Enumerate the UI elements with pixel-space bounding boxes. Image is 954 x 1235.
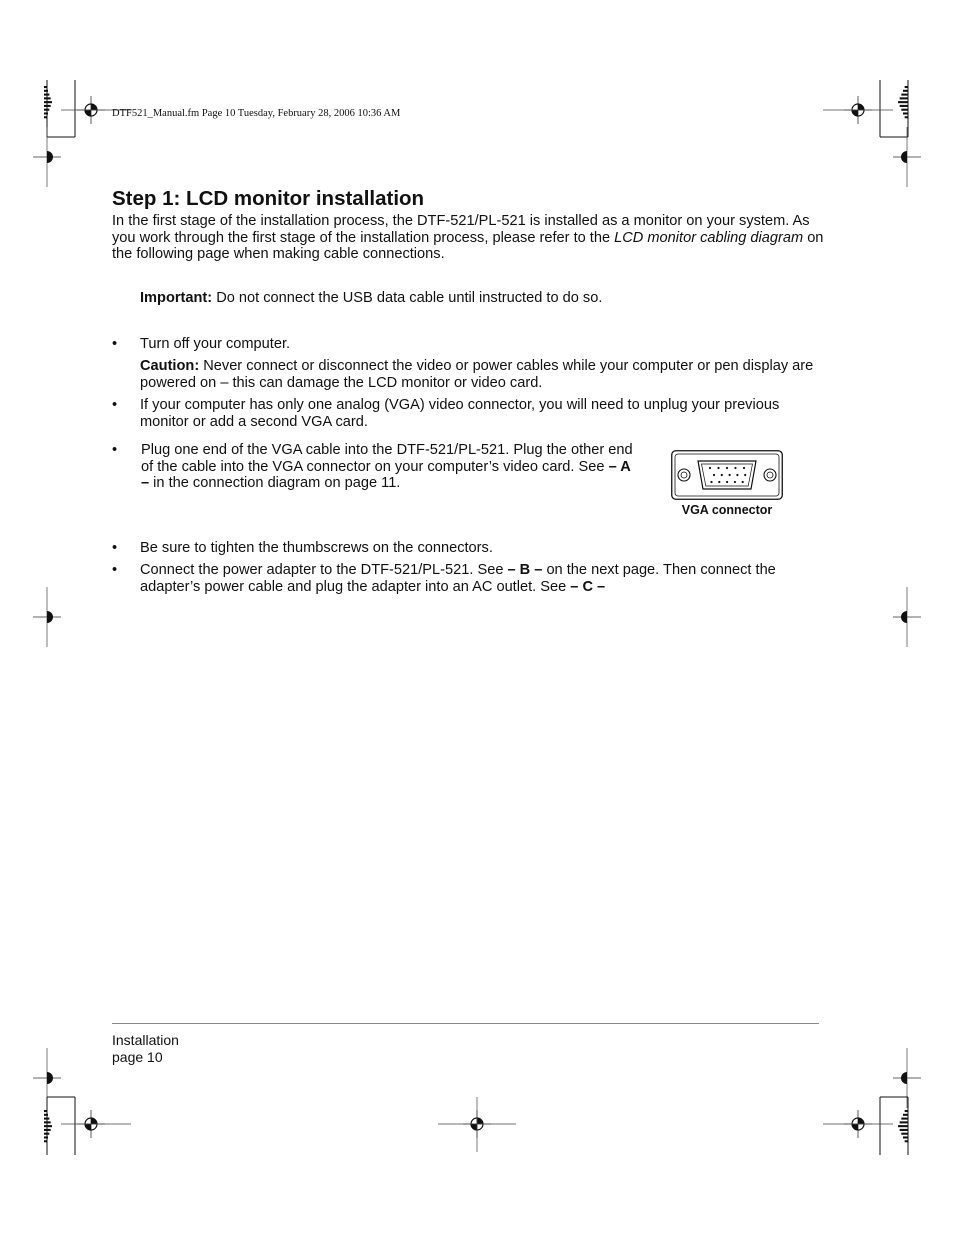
power-text-2: on the next page. Then connect the adapter’s power cable and plug the adapter into an AC outlet. See <box>140 562 776 595</box>
important-note <box>140 290 820 307</box>
registration-half-target-icon <box>47 1072 53 1084</box>
plug-vga-text-1: Plug one end of the VGA cable into the DTF-521/PL-521. Plug the other end of the cable into the VGA connector on your computer’s video card. See <box>141 442 633 475</box>
registration-quadrant <box>91 1118 97 1124</box>
vga-pin <box>729 474 731 476</box>
registration-half-target-icon <box>901 151 907 163</box>
caution-label: Caution: <box>140 358 200 374</box>
color-bar-stripe <box>44 1133 49 1135</box>
footer-rule <box>112 1023 819 1024</box>
color-bar-stripe <box>905 86 908 88</box>
vga-pin <box>743 467 745 469</box>
color-bar-stripe <box>44 109 49 111</box>
vga-pin <box>710 481 712 483</box>
color-bar-stripe <box>900 1121 908 1123</box>
color-bar-stripe <box>44 90 48 92</box>
bullet-marker: • <box>112 562 118 578</box>
color-bar-stripe <box>44 1114 48 1116</box>
list-item-turn-off: Turn off your computer. <box>140 336 291 352</box>
list-item-plug-vga <box>141 442 641 492</box>
bullet-marker: • <box>112 336 118 352</box>
color-bar-stripe <box>903 1114 908 1116</box>
vga-pin <box>734 481 736 483</box>
intro-text-2: on the following page when making cable connections. <box>112 229 824 262</box>
registration-half-target-icon <box>47 611 53 623</box>
color-bar-stripe <box>44 1136 48 1138</box>
color-bar-stripe <box>901 1118 908 1120</box>
important-label: Important: <box>140 290 213 306</box>
color-bar-stripe <box>44 1129 51 1131</box>
power-text-1: Connect the power adapter to the DTF-521/PL-521. See <box>140 562 508 578</box>
color-bar-stripe <box>44 101 52 103</box>
color-bar-stripe <box>44 97 51 99</box>
figure-caption: VGA connector <box>681 503 773 517</box>
bullet-marker: • <box>112 540 118 556</box>
color-bar-stripe <box>901 109 908 111</box>
reference-b: – B – <box>507 562 543 578</box>
intro-text-1: In the first stage of the installation process, the DTF-521/PL-521 is installed as a monitor on your system. As you work through the first stage of the installation process, please refer to the <box>112 213 810 246</box>
color-bar-stripe <box>44 94 49 96</box>
vga-connector-icon <box>671 450 783 500</box>
registration-quadrant <box>477 1118 483 1124</box>
color-bar-stripe <box>903 112 908 114</box>
color-bar-stripe <box>901 94 908 96</box>
vga-pin <box>726 467 728 469</box>
reference-a: – A – <box>141 458 631 491</box>
list-item-vga-single: If your computer has only one analog (VGA) video connector, you will need to unplug your previous monitor or add a second VGA card. <box>140 397 780 430</box>
bullet-marker: • <box>112 397 118 413</box>
color-bar-stripe <box>900 97 908 99</box>
plug-vga-text-2: in the connection diagram on page 11. <box>153 475 401 491</box>
footer-section-name: Installation <box>112 1032 179 1048</box>
vga-pin <box>736 474 738 476</box>
color-bar-stripe <box>901 1133 908 1135</box>
footer-page-number: page 10 <box>112 1049 163 1065</box>
list-item-thumbscrews: Be sure to tighten the thumbscrews on the connectors. <box>140 540 493 556</box>
vga-pin <box>713 474 715 476</box>
color-bar-stripe <box>900 105 908 107</box>
caution-text: Never connect or disconnect the video or power cables while your computer or pen display are powered on – this can damage the LCD monitor or video card. <box>140 358 814 391</box>
list-item-power-adapter <box>140 562 830 595</box>
color-bar-stripe <box>903 90 908 92</box>
color-bar-stripe <box>903 1136 908 1138</box>
registration-quadrant <box>85 1124 91 1130</box>
registration-half-target-icon <box>47 151 53 163</box>
vga-pin <box>721 474 723 476</box>
reference-c: – C – <box>570 578 606 595</box>
registration-quadrant <box>91 104 97 110</box>
vga-pin <box>717 467 719 469</box>
print-slug: DTF521_Manual.fm Page 10 Tuesday, February 28, 2006 10:36 AM <box>112 108 401 119</box>
registration-quadrant <box>852 110 858 116</box>
bullet-marker: • <box>112 442 118 458</box>
registration-half-target-icon <box>901 1072 907 1084</box>
intro-diagram-reference: LCD monitor cabling diagram <box>614 229 804 246</box>
intro-paragraph <box>112 213 832 263</box>
vga-pin <box>709 467 711 469</box>
registration-half-target-icon <box>901 611 907 623</box>
registration-quadrant <box>858 1118 864 1124</box>
color-bar-stripe <box>44 1118 49 1120</box>
color-bar-stripe <box>44 116 47 118</box>
vga-pin <box>734 467 736 469</box>
vga-pin <box>744 474 746 476</box>
color-bar-stripe <box>44 112 48 114</box>
vga-pin <box>718 481 720 483</box>
color-bar-stripe <box>44 105 51 107</box>
caution-note <box>140 358 820 391</box>
vga-pin <box>726 481 728 483</box>
vga-pin <box>742 481 744 483</box>
color-bar-stripe <box>905 116 908 118</box>
color-bar-stripe <box>44 1140 47 1142</box>
color-bar-stripe <box>898 101 908 103</box>
color-bar-stripe <box>44 86 47 88</box>
registration-quadrant <box>85 110 91 116</box>
color-bar-stripe <box>905 1140 908 1142</box>
page-title: Step 1: LCD monitor installation <box>112 187 425 210</box>
color-bar-stripe <box>900 1129 908 1131</box>
registration-quadrant <box>471 1124 477 1130</box>
color-bar-stripe <box>44 1110 47 1112</box>
registration-quadrant <box>858 104 864 110</box>
color-bar-stripe <box>44 1121 51 1123</box>
registration-quadrant <box>852 1124 858 1130</box>
color-bar-stripe <box>905 1110 908 1112</box>
important-text: Do not connect the USB data cable until instructed to do so. <box>212 290 603 306</box>
color-bar-stripe <box>898 1125 908 1127</box>
color-bar-stripe <box>44 1125 52 1127</box>
